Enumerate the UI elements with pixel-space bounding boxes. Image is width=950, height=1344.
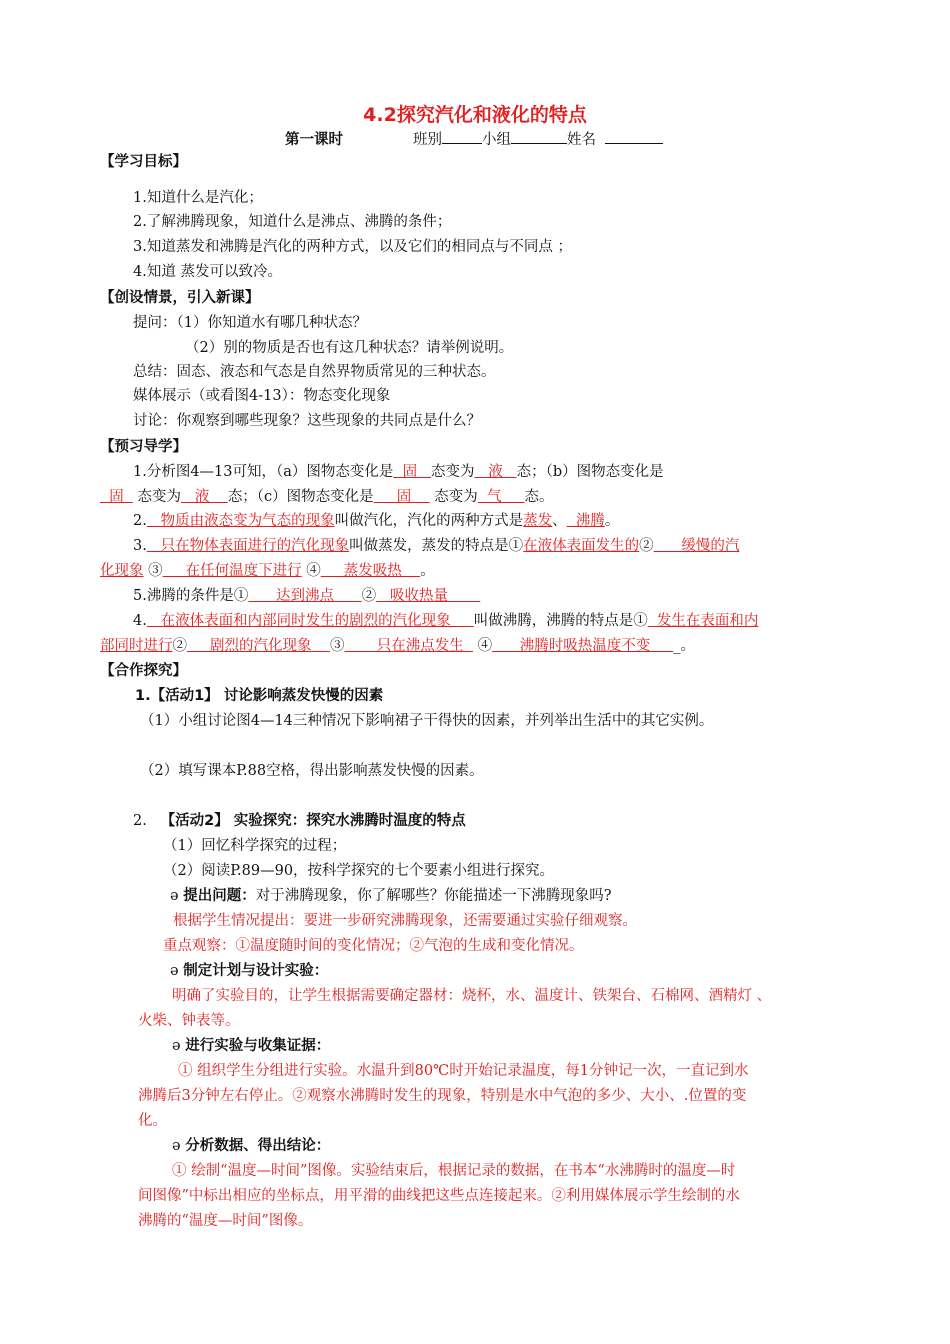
goals-heading: 【学习目标】 <box>100 154 187 170</box>
answer: 液 <box>181 489 228 505</box>
goal-item: 4.知道 蒸发可以致冷。 <box>133 264 282 280</box>
intro-summary: 总结：固态、液态和气态是自然界物质常见的三种状态。 <box>133 364 496 380</box>
intro-media: 媒体展示（或看图4-13）：物态变化现象 <box>133 388 391 404</box>
answer: 液 <box>474 464 517 480</box>
group-label: 小组 <box>482 132 511 148</box>
activity-1-q2: （2）填写课本P.88空格，得出影响蒸发快慢的因素。 <box>140 763 484 779</box>
text: 态变为 <box>137 489 182 505</box>
step-title: 提出问题： <box>183 888 256 904</box>
text: 叫做沸腾，沸腾的特点是① <box>473 613 648 629</box>
name-label: 姓名 <box>567 132 596 148</box>
answer: 在液体表面发生的 <box>523 538 640 554</box>
step-analysis-note-3: 沸腾的“温度—时间”图像。 <box>138 1213 313 1229</box>
text: 4. <box>133 613 147 629</box>
text: _。 <box>673 638 696 654</box>
text: 态；（c）图物态变化是 <box>227 489 374 505</box>
preview-item-4 <box>133 611 758 631</box>
step-question-note-2: 重点观察：①温度随时间的变化情况；②气泡的生成和变化情况。 <box>163 938 584 954</box>
step-question-row <box>170 886 611 906</box>
text: 态。 <box>524 489 554 505</box>
step-experiment-note-3: 化。 <box>138 1113 167 1129</box>
step-title: 制定计划与设计实验： <box>183 963 329 979</box>
intro-discuss: 讨论：你观察到哪些现象？这些现象的共同点是什么？ <box>133 413 481 429</box>
answer: 固 <box>393 464 431 480</box>
bullet-icon: ə <box>172 1138 181 1154</box>
text: 、 <box>552 513 567 529</box>
step-analysis-note-2: 间图像”中标出相应的坐标点，用平滑的曲线把这些点连接起来。②利用媒体展示学生绘制的水 <box>138 1188 740 1204</box>
step-title: 分析数据、得出结论： <box>185 1138 331 1154</box>
bullet-icon: ə <box>170 888 179 904</box>
class-label: 班别 <box>413 132 442 148</box>
text: 对于沸腾现象，你了解哪些？你能描述一下沸腾现象吗? <box>255 888 612 904</box>
text: ② <box>639 538 654 554</box>
group-blank <box>511 129 567 144</box>
answer: 化现象 <box>100 563 144 579</box>
step-plan-note-2: 火柴、钟表等。 <box>138 1013 240 1029</box>
class-blank <box>442 129 482 144</box>
goal-item: 3.知道蒸发和沸腾是汽化的两种方式，以及它们的相同点与不同点 ； <box>133 239 572 255</box>
answer: 固 <box>100 489 133 505</box>
step-experiment-note-2: 沸腾后3分钟左右停止。②观察水沸腾时发生的现象，特别是水中气泡的多少、大小、.位置的变 <box>138 1088 747 1104</box>
step-analysis-row <box>172 1136 330 1156</box>
text: ② <box>172 638 187 654</box>
bullet-icon: ə <box>172 1038 181 1054</box>
text: 态变为 <box>430 464 475 480</box>
preview-item-2 <box>133 511 619 531</box>
preview-item-4-cont <box>100 636 695 656</box>
text: 叫做蒸发，蒸发的特点是① <box>349 538 524 554</box>
answer: 只在沸点发生 <box>344 638 473 654</box>
text: 。 <box>420 563 435 579</box>
text: 叫做汽化，汽化的两种方式是 <box>334 513 524 529</box>
answer: 吸收热量 <box>376 588 481 604</box>
step-experiment-note-1: ① 组织学生分组进行实验。水温升到80℃时开始记录温度，每1分钟记一次，一直记到水 <box>178 1063 749 1079</box>
coop-heading: 【合作探究】 <box>100 663 187 679</box>
text: 5.沸腾的条件是① <box>133 588 249 604</box>
step-experiment-row <box>172 1036 330 1056</box>
step-question-note-1: 根据学生情况提出：要进一步研究沸腾现象，还需要通过实验仔细观察。 <box>173 913 637 929</box>
step-title: 进行实验与收集证据： <box>185 1038 331 1054</box>
intro-question-2: （2）别的物质是否也有这几种状态？请举例说明。 <box>185 340 514 356</box>
answer: 只在物体表面进行的汽化现象 <box>146 538 350 554</box>
answer: 剧烈的汽化现象 <box>187 638 330 654</box>
preview-item-1-cont <box>100 487 554 507</box>
goal-item: 2.了解沸腾现象，知道什么是沸点、沸腾的条件； <box>133 214 452 230</box>
preview-item-5 <box>133 586 480 606</box>
name-blank <box>605 129 663 144</box>
bullet-icon: ə <box>170 963 179 979</box>
answer: 沸腾 <box>566 513 605 529</box>
text: 1.分析图4—13可知，（a）图物态变化是 <box>133 464 394 480</box>
answer: 达到沸点 <box>248 588 362 604</box>
intro-question-1: 提问：（1）你知道水有哪几种状态？ <box>133 315 367 331</box>
activity-1-q1: （1）小组讨论图4—14三种情况下影响裙子干得快的因素，并列举出生活中的其它实例。 <box>140 713 714 729</box>
preview-heading: 【预习导学】 <box>100 439 187 455</box>
activity-2-title: 【活动2】 实验探究：探究水沸腾时温度的特点 <box>160 813 466 829</box>
page-title: 4.2探究汽化和液化的特点 <box>363 104 587 126</box>
text: 3. <box>133 538 147 554</box>
step-analysis-note-1: ① 绘制“温度—时间”图像。实验结束后，根据记录的数据，在书本“水沸腾时的温度—时 <box>172 1163 736 1179</box>
activity-2-q2: （2）阅读P.89—90，按科学探究的七个要素小组进行探究。 <box>163 863 555 879</box>
step-plan-row <box>170 961 328 981</box>
text: 2. <box>133 813 147 829</box>
answer: 在液体表面和内部同时发生的剧烈的汽化现象 <box>146 613 474 629</box>
text: ④ <box>472 638 493 654</box>
text: 态变为 <box>434 489 478 505</box>
answer: 发生在表面和内 <box>647 613 759 629</box>
text: 态；（b）图物态变化是 <box>516 464 664 480</box>
text: ④ <box>301 563 321 579</box>
answer: 缓慢的汽 <box>653 538 740 554</box>
text: 2. <box>133 513 147 529</box>
text: ③ <box>143 563 163 579</box>
answer: 蒸发吸热 <box>320 563 421 579</box>
preview-item-3-cont <box>100 561 435 581</box>
intro-heading: 【创设情景，引入新课】 <box>100 290 260 306</box>
preview-item-3 <box>133 536 739 556</box>
activity-1-title: 1.【活动1】 讨论影响蒸发快慢的因素 <box>135 688 384 704</box>
preview-item-1 <box>133 462 664 482</box>
answer: 物质由液态变为气态的现象 <box>146 513 335 529</box>
activity-2-q1: （1）回忆科学探究的过程； <box>163 838 347 854</box>
step-plan-note-1: 明确了实验目的，让学生根据需要确定器材：烧杯，水、温度计、铁架台、石棉网、酒精灯 、 <box>172 988 772 1004</box>
answer: 沸腾时吸热温度不变 <box>492 638 674 654</box>
text: ③ <box>329 638 345 654</box>
answer: 部同时进行 <box>100 638 173 654</box>
goal-item: 1.知道什么是汽化； <box>133 190 263 206</box>
activity-2-title-row <box>133 811 466 831</box>
answer: 气 <box>477 489 525 505</box>
text: ② <box>361 588 377 604</box>
answer: 蒸发 <box>523 513 553 529</box>
subtitle-row <box>285 128 663 149</box>
answer: 固 <box>373 489 430 505</box>
text: 。 <box>604 513 620 529</box>
answer: 在任何温度下进行 <box>162 563 302 579</box>
lesson-label: 第一课时 <box>285 132 343 148</box>
